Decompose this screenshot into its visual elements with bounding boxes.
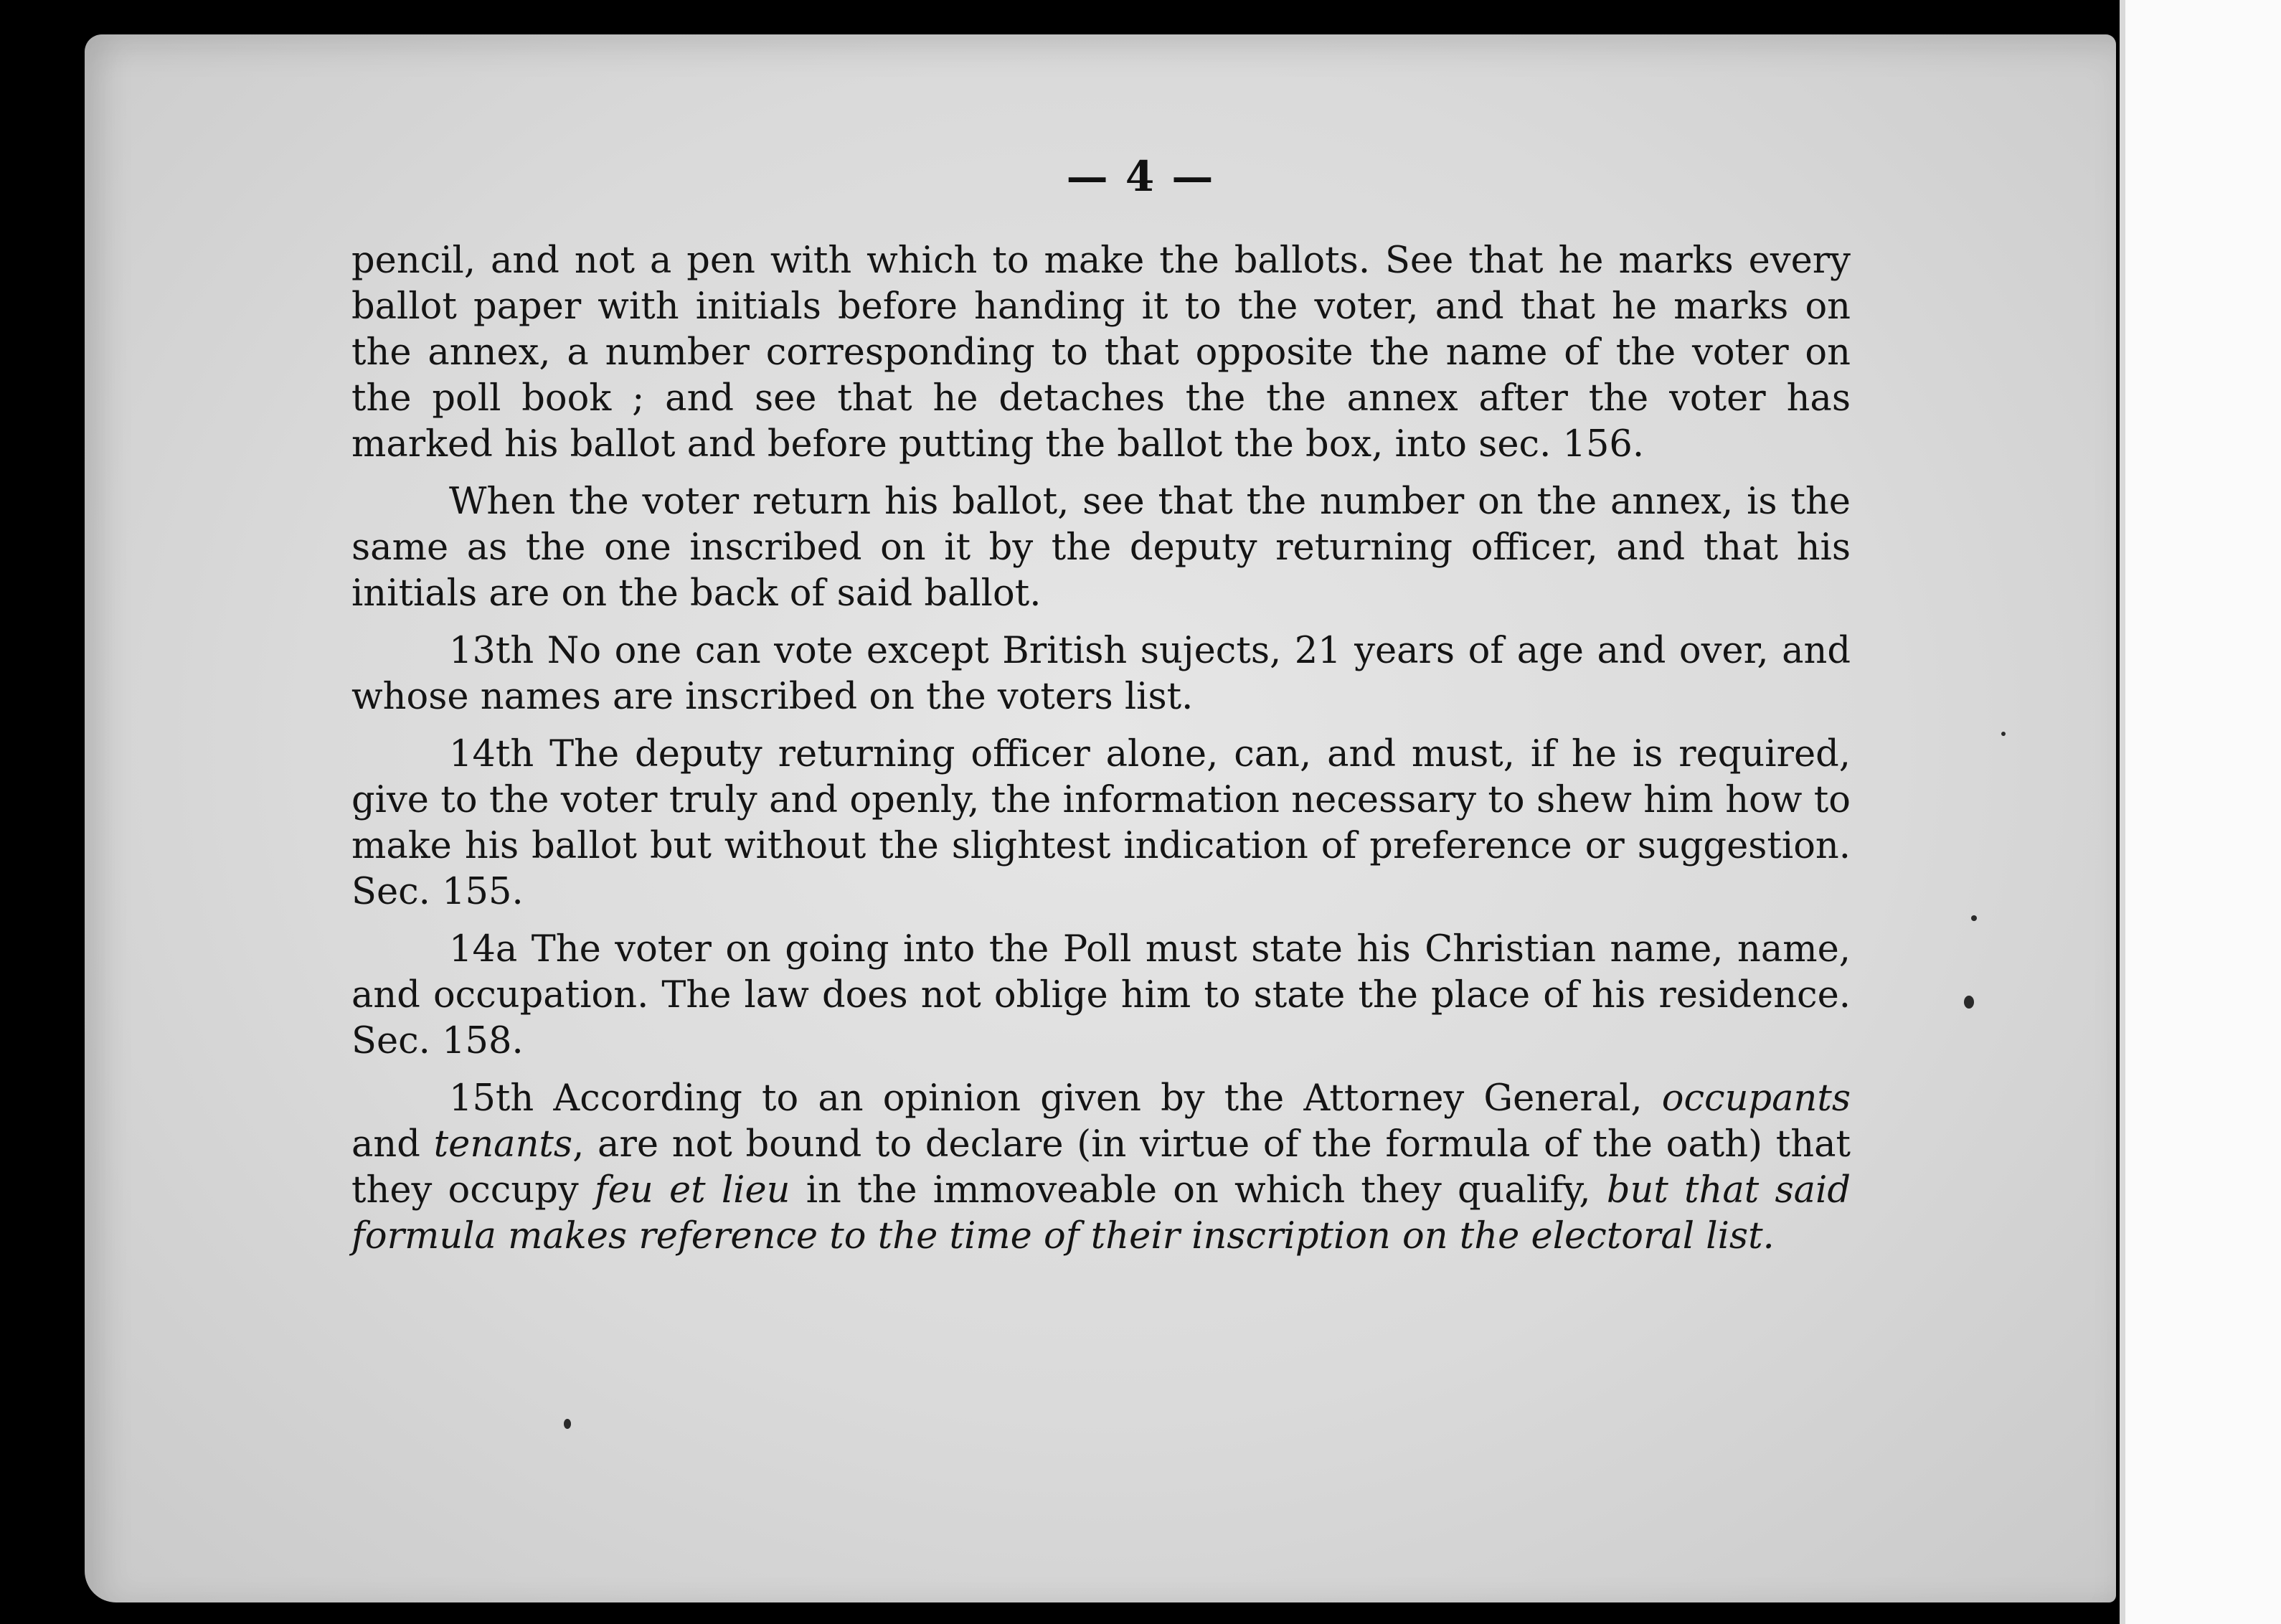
paragraph-15th (351, 1076, 1851, 1260)
body-text (351, 238, 1851, 1271)
paragraph-2: When the voter return his ballot, see that the number on the annex, is the same as the one inscribed on it by the deputy returning officer, and that his initials are on the back of said ballot. (351, 481, 1851, 615)
scan-speck (1964, 996, 1974, 1009)
scan-speck (564, 1419, 571, 1429)
paragraph-15th-part-8: but that said formula makes reference to the time of their inscription on the electoral list. (351, 1169, 1851, 1257)
paragraph-15th-part-2: occupants (1661, 1077, 1851, 1120)
paragraph-15th-part-5: , are not bound to declare (in virtue of the formula of the oath) that they occupy (351, 1123, 1851, 1212)
paragraph-15th-part-3: and (351, 1123, 434, 1166)
paragraph-15th-part-7: in the immoveable on which they qualify, (790, 1169, 1607, 1212)
paragraph-15th-part-4: tenants (433, 1123, 573, 1166)
paragraph-15th-part-1: 15th According to an opinion given by the Attorney General, (449, 1077, 1662, 1120)
paragraph-13th: 13th No one can vote except British sujects, 21 years of age and over, and whose names are inscribed on the voters list. (351, 630, 1851, 718)
adjacent-page-edge (2120, 0, 2281, 1624)
paragraph-14th: 14th The deputy returning officer alone, can, and must, if he is required, give to the voter truly and openly, the information necessary to shew him how to make his ballot but without the slightest indication of preference or suggestion. Sec. 155. (351, 733, 1851, 913)
paragraph-15th-part-6: feu et lieu (594, 1169, 790, 1212)
scan-speck (1971, 915, 1977, 921)
paragraph-14a: 14a The voter on going into the Poll must state his Christian name, name, and occupation. The law does not oblige him to state the place of his residence. Sec. 158. (351, 928, 1851, 1062)
scan-speck (2001, 732, 2006, 736)
paragraph-1: pencil, and not a pen with which to make the ballots. See that he marks every ballot paper with initials before handing it to the voter, and that he marks on the annex, a number corresponding to that opposite the name of the voter on the poll book ; and see that he detaches the the annex after the voter has marked his ballot and before putting the ballot the box, into sec. 156. (351, 240, 1851, 466)
page-number: — 4 — (1066, 152, 1215, 201)
